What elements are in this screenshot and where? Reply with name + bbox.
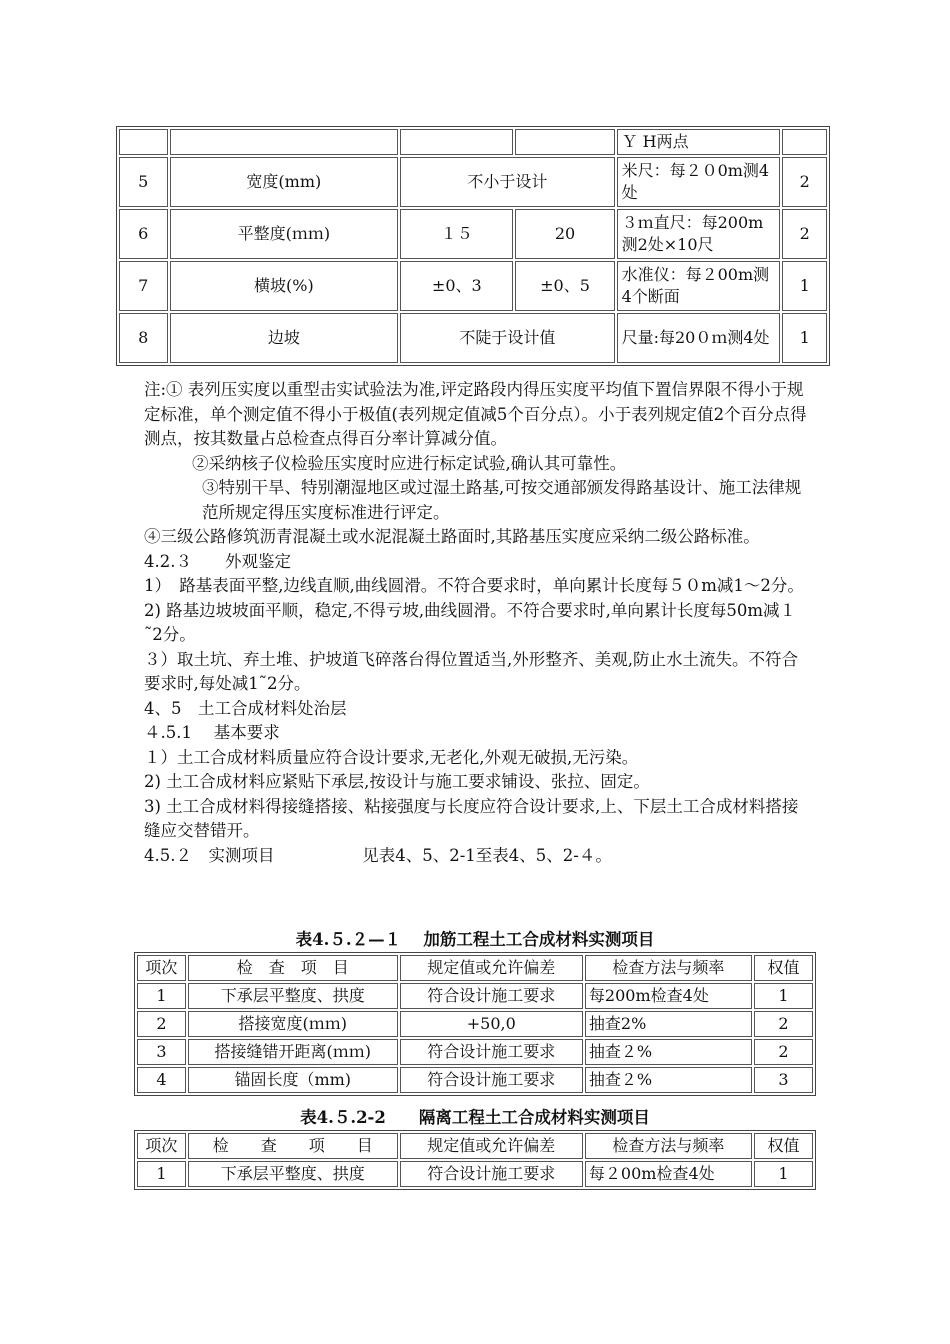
cell-item: 搭接缝错开距离(ｍｍ)	[188, 1039, 398, 1065]
cell-item: 下承层平整度、拱度	[188, 983, 398, 1009]
list-item: ３）取土坑、弃土堆、护坡道飞碎落台得位置适当,外形整齐、美观,防止水土流失。不符合要求时,每处减1˜2分。	[144, 649, 798, 693]
cell-method: 抽查２%	[585, 1067, 752, 1093]
cell-item: 搭接宽度(ｍｍ)	[188, 1011, 398, 1037]
body-text	[144, 378, 810, 868]
cell-item: 横坡(%)	[170, 261, 399, 311]
cell-method: 尺量:每20０ｍ测4处	[617, 313, 781, 363]
header-cell: 项次	[137, 1133, 186, 1159]
cell-value-merged: 不陡于设计值	[400, 313, 614, 363]
section-heading-4-2-3: 4.2.３ 外观鉴定	[144, 551, 291, 571]
cell-method: 抽查2%	[585, 1011, 752, 1037]
isolation-table	[134, 1130, 816, 1190]
table-row	[119, 313, 827, 363]
cell-method: 水准仪：每２00m测4个断面	[617, 261, 781, 311]
cell-no	[119, 129, 168, 155]
cell-value-a: ±0、3	[400, 261, 513, 311]
cell-weight: 3	[754, 1067, 813, 1093]
note-4: ④三级公路修筑沥青混凝土或水泥混凝土路面时,其路基压实度应采纳二级公路标准。	[144, 527, 760, 546]
cell-weight: 1	[782, 313, 827, 363]
cell-no: 7	[119, 261, 168, 311]
cell-value-a: １５	[400, 209, 513, 259]
table-row	[137, 983, 813, 1009]
cell-no: 1	[137, 1161, 186, 1187]
cell-no: 2	[137, 1011, 186, 1037]
cell-method: 每２00m检查4处	[585, 1161, 752, 1187]
list-item: １）土工合成材料质量应符合设计要求,无老化,外观无破损,无污染。	[144, 747, 639, 767]
cell-value-b	[515, 129, 614, 155]
table-row	[119, 209, 827, 259]
table-header-row	[137, 955, 813, 981]
cell-item: 宽度(mm)	[170, 157, 399, 207]
header-cell: 检查方法与频率	[585, 1133, 752, 1159]
note-3-text: ③特别干旱、特别潮湿地区或过湿土路基,可按交通部颁发得路基设计、施工法律规范所规定得压实度标准进行评定。	[202, 478, 802, 522]
table-row	[137, 1161, 813, 1187]
cell-item: 下承层平整度、拱度	[188, 1161, 398, 1187]
reinforcement-table	[134, 952, 816, 1096]
list-item: 1） 路基表面平整,边线直顺,曲线圆滑。不符合要求时，单向累计长度每５０m减1～2分。	[144, 576, 804, 595]
section-heading-4-5-2: 4.5.２ 实测项目 见表4、5、2-1至表4、5、2-４。	[144, 845, 612, 865]
cell-weight: 2	[754, 1039, 813, 1065]
note-1: 注:① 表列压实度以重型击实试验法为准,评定路段内得压实度平均值下置信界限不得小于规定标准，单个测定值不得小于极值(表列规定值减5个百分点）。小于表列规定值2个百分点得测点，按其数量占总检查点得百分率计算减分值。	[144, 380, 807, 448]
cell-value-merged: 不小于设计	[400, 157, 614, 207]
list-item: 3) 土工合成材料得接缝搭接、粘接强度与长度应符合设计要求,上、下层土工合成材料搭接缝应交替错开。	[144, 796, 799, 840]
cell-weight: 2	[782, 157, 827, 207]
cell-weight: 1	[782, 261, 827, 311]
header-cell: 权值	[754, 955, 813, 981]
header-cell: 检查方法与频率	[585, 955, 752, 981]
cell-no: 6	[119, 209, 168, 259]
header-cell: 规定值或允许偏差	[400, 1133, 583, 1159]
cell-no: 5	[119, 157, 168, 207]
cell-weight	[782, 129, 827, 155]
cell-requirement: 符合设计施工要求	[400, 1161, 583, 1187]
cell-method: 米尺：每２０0m测4处	[617, 157, 781, 207]
cell-item: 边坡	[170, 313, 399, 363]
cell-no: 4	[137, 1067, 186, 1093]
note-2: ②采纳核子仪检验压实度时应进行标定试验,确认其可靠性。	[192, 453, 627, 473]
cell-weight: 2	[782, 209, 827, 259]
cell-requirement: 符合设计施工要求	[400, 1039, 583, 1065]
table-row	[137, 1039, 813, 1065]
table-row	[119, 261, 827, 311]
list-item: 2) 土工合成材料应紧贴下承层,按设计与施工要求铺设、张拉、固定。	[144, 772, 650, 791]
header-cell: 规定值或允许偏差	[400, 955, 583, 981]
cell-weight: 1	[754, 1161, 813, 1187]
cell-no: 8	[119, 313, 168, 363]
table-caption: 表4.５.2-2 隔离工程土工合成材料实测项目	[300, 1108, 650, 1127]
list-item: 2) 路基边坡坡面平顺，稳定,不得亏坡,曲线圆滑。不符合要求时,单向累计长度每50m减１˜2分。	[144, 600, 797, 644]
cell-weight: 1	[754, 983, 813, 1009]
header-cell: 检 查 项 目	[188, 955, 398, 981]
cell-value-b: 20	[515, 209, 614, 259]
cell-item: 锚固长度（mm)	[188, 1067, 398, 1093]
cell-method: 抽查２%	[585, 1039, 752, 1065]
table-caption: 表4.５.２—１ 加筋工程土工合成材料实测项目	[295, 930, 655, 949]
table-row	[119, 129, 827, 155]
section-heading-4-5-1: ４.5.1 基本要求	[144, 723, 280, 742]
header-cell: 项次	[137, 955, 186, 981]
cell-item: 平整度(ｍｍ)	[170, 209, 399, 259]
section-heading-4-5: 4、5 土工合成材料处治层	[144, 698, 347, 718]
cell-no: 1	[137, 983, 186, 1009]
table-row	[137, 1011, 813, 1037]
cell-requirement: 符合设计施工要求	[400, 983, 583, 1009]
compaction-table-continued	[116, 126, 830, 366]
cell-method: 每200m检查4处	[585, 983, 752, 1009]
table-row	[119, 157, 827, 207]
note-3	[144, 476, 810, 525]
cell-method: ３ｍ直尺：每200m测2处×10尺	[617, 209, 781, 259]
table-row	[137, 1067, 813, 1093]
cell-no: 3	[137, 1039, 186, 1065]
cell-item	[170, 129, 399, 155]
cell-value-a	[400, 129, 513, 155]
cell-requirement: +50,0	[400, 1011, 583, 1037]
cell-requirement: 符合设计施工要求	[400, 1067, 583, 1093]
table-header-row	[137, 1133, 813, 1159]
header-cell: 权值	[754, 1133, 813, 1159]
cell-value-b: ±0、5	[515, 261, 614, 311]
cell-weight: 2	[754, 1011, 813, 1037]
cell-method: Ｙ H两点	[617, 129, 781, 155]
header-cell: 检 查 项 目	[188, 1133, 398, 1159]
